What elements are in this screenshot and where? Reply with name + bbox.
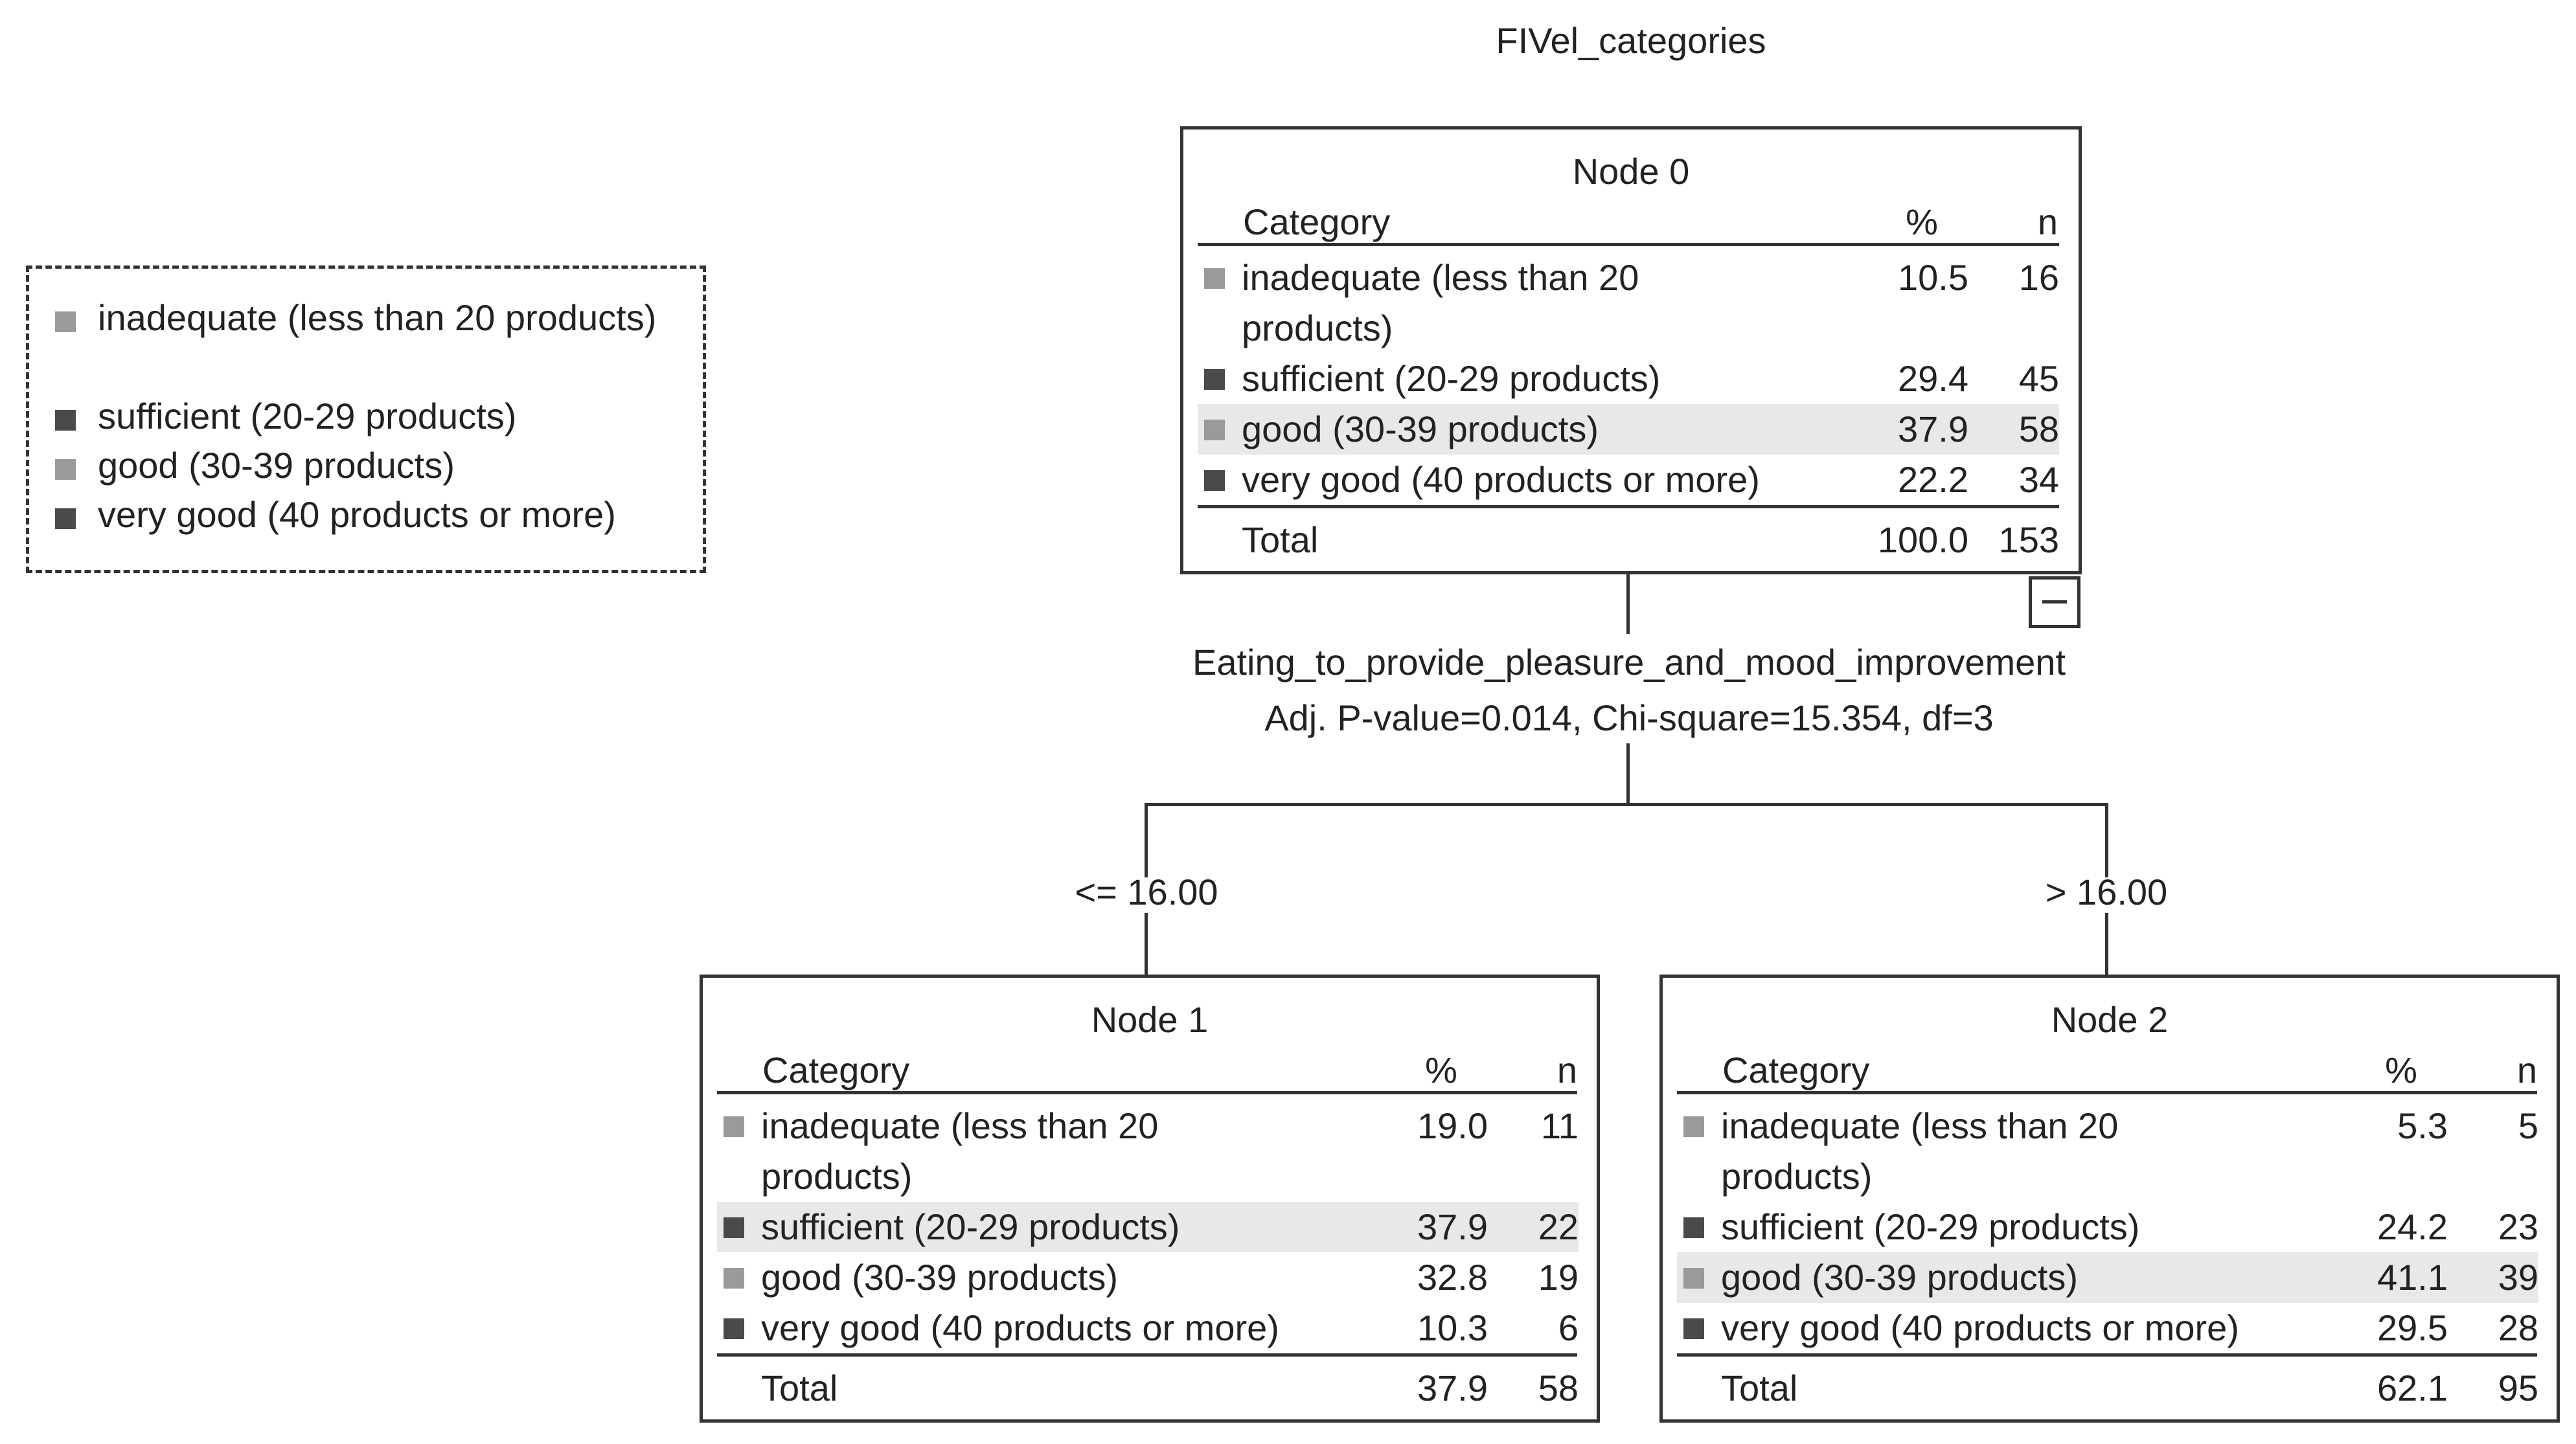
connector-line [2105, 913, 2108, 978]
category-label: products) [1721, 1156, 1873, 1197]
count-value: 11 [1540, 1105, 1579, 1146]
legend [26, 265, 706, 573]
category-label: inadequate (less than 20 [1242, 257, 1639, 298]
branch-label-left: <= 16.00 [1075, 872, 1218, 912]
count-value: 19 [1538, 1257, 1579, 1298]
node-title: Node 0 [1572, 151, 1690, 192]
count-value: 58 [2018, 409, 2059, 449]
column-header-n: n [2516, 1050, 2537, 1090]
connector-line [1145, 803, 1148, 877]
percent-value: 37.9 [1898, 409, 1968, 449]
count-value: 58 [1538, 1368, 1579, 1408]
dark-square-icon [724, 1217, 744, 1238]
light-square-icon [55, 311, 76, 332]
light-square-icon [1683, 1268, 1704, 1289]
total-row [1198, 515, 2059, 565]
column-header-percent: % [1906, 201, 1938, 242]
count-value: 5 [2518, 1105, 2538, 1146]
total-rule [717, 1353, 1577, 1357]
category-label: very good (40 products or more) [761, 1307, 1279, 1348]
count-value: 22 [1538, 1206, 1579, 1247]
count-value: 16 [2018, 257, 2059, 298]
percent-value: 41.1 [2377, 1257, 2448, 1298]
light-square-icon [1204, 268, 1225, 289]
category-label: inadequate (less than 20 [761, 1105, 1159, 1146]
percent-value: 5.3 [2397, 1105, 2448, 1146]
percent-value: 100.0 [1877, 519, 1968, 560]
column-header-n: n [1556, 1050, 1577, 1090]
percent-value: 10.5 [1898, 257, 1968, 298]
count-value: 6 [1558, 1307, 1579, 1348]
dark-square-icon [55, 508, 76, 529]
light-square-icon [724, 1116, 744, 1137]
category-label: products) [1242, 308, 1393, 348]
table-row [1198, 354, 2059, 404]
column-header-percent: % [2385, 1050, 2417, 1090]
category-label: very good (40 products or more) [1242, 459, 1760, 500]
light-square-icon [55, 459, 76, 480]
light-square-icon [724, 1268, 744, 1289]
percent-value: 10.3 [1417, 1307, 1488, 1348]
legend-item [55, 293, 703, 392]
dark-square-icon [1683, 1318, 1704, 1339]
percent-value: 37.9 [1417, 1206, 1488, 1247]
category-label: inadequate (less than 20 [1721, 1105, 2119, 1146]
node-2[interactable] [1659, 975, 2560, 1423]
category-label: products) [761, 1156, 913, 1197]
node-title: Node 1 [1091, 999, 1209, 1040]
header-rule [717, 1091, 1577, 1094]
total-row [1677, 1363, 2538, 1414]
legend-label: good (30-39 products) [98, 445, 455, 486]
dark-square-icon [1204, 369, 1225, 390]
percent-value: 37.9 [1417, 1368, 1488, 1408]
count-value: 34 [2018, 459, 2059, 500]
column-header-category: Category [1243, 201, 1391, 242]
percent-value: 29.5 [2377, 1307, 2448, 1348]
dark-square-icon [724, 1318, 744, 1339]
count-value: 39 [2498, 1257, 2538, 1298]
category-label: sufficient (20-29 products) [1721, 1206, 2140, 1247]
column-header-category: Category [762, 1050, 910, 1090]
diagram-title: FIVel_categories [1496, 20, 1766, 61]
table-row [1677, 1252, 2538, 1303]
table-row [1677, 1101, 2538, 1202]
table-row [1198, 404, 2059, 455]
table-row [717, 1252, 1579, 1303]
total-label: Total [761, 1368, 838, 1408]
total-row [717, 1363, 1579, 1414]
split-stats-label: Adj. P-value=0.014, Chi-square=15.354, df=3 [1264, 697, 1994, 738]
count-value: 28 [2498, 1307, 2538, 1348]
total-rule [1198, 505, 2059, 508]
percent-value: 32.8 [1417, 1257, 1488, 1298]
category-label: good (30-39 products) [1721, 1257, 2079, 1298]
legend-label: inadequate (less than 20 products) [98, 297, 657, 338]
node-0[interactable] [1180, 126, 2082, 574]
connector-line [1145, 803, 2108, 806]
total-rule [1677, 1353, 2537, 1357]
table-row [1198, 253, 2059, 354]
category-label: sufficient (20-29 products) [761, 1206, 1180, 1247]
table-row [717, 1202, 1579, 1252]
total-label: Total [1721, 1368, 1798, 1408]
count-value: 95 [2498, 1368, 2538, 1408]
count-value: 23 [2498, 1206, 2538, 1247]
connector-line [2105, 803, 2108, 877]
column-header-n: n [2037, 201, 2058, 242]
dark-square-icon [55, 410, 76, 431]
percent-value: 19.0 [1417, 1105, 1488, 1146]
light-square-icon [1204, 420, 1225, 440]
count-value: 45 [2018, 358, 2059, 399]
table-row [1198, 455, 2059, 505]
percent-value: 22.2 [1898, 459, 1968, 500]
category-label: good (30-39 products) [761, 1257, 1119, 1298]
table-row [1677, 1303, 2538, 1353]
node-title: Node 2 [2051, 999, 2169, 1040]
connector-line [1145, 913, 1148, 978]
node-1[interactable] [700, 975, 1600, 1423]
dark-square-icon [1204, 470, 1225, 491]
percent-value: 62.1 [2377, 1368, 2448, 1408]
count-value: 153 [1998, 519, 2059, 560]
split-variable-label: Eating_to_provide_pleasure_and_mood_improvement [1192, 642, 2066, 683]
connector-line [1626, 743, 1630, 805]
category-label: good (30-39 products) [1242, 409, 1599, 449]
header-rule [1677, 1091, 2537, 1094]
percent-value: 24.2 [2377, 1206, 2448, 1247]
dark-square-icon [1683, 1217, 1704, 1238]
percent-value: 29.4 [1898, 358, 1968, 399]
header-rule [1198, 243, 2059, 246]
branch-label-right: > 16.00 [2045, 872, 2168, 912]
legend-label: very good (40 products or more) [98, 494, 616, 535]
column-header-percent: % [1425, 1050, 1457, 1090]
total-label: Total [1242, 519, 1319, 560]
legend-label: sufficient (20-29 products) [98, 396, 517, 436]
collapse-toggle-button[interactable] [2029, 576, 2080, 628]
table-row [717, 1101, 1579, 1202]
category-label: sufficient (20-29 products) [1242, 358, 1661, 399]
table-row [717, 1303, 1579, 1353]
light-square-icon [1683, 1116, 1704, 1137]
connector-line [1626, 574, 1630, 634]
table-row [1677, 1202, 2538, 1252]
category-label: very good (40 products or more) [1721, 1307, 2239, 1348]
column-header-category: Category [1722, 1050, 1870, 1090]
